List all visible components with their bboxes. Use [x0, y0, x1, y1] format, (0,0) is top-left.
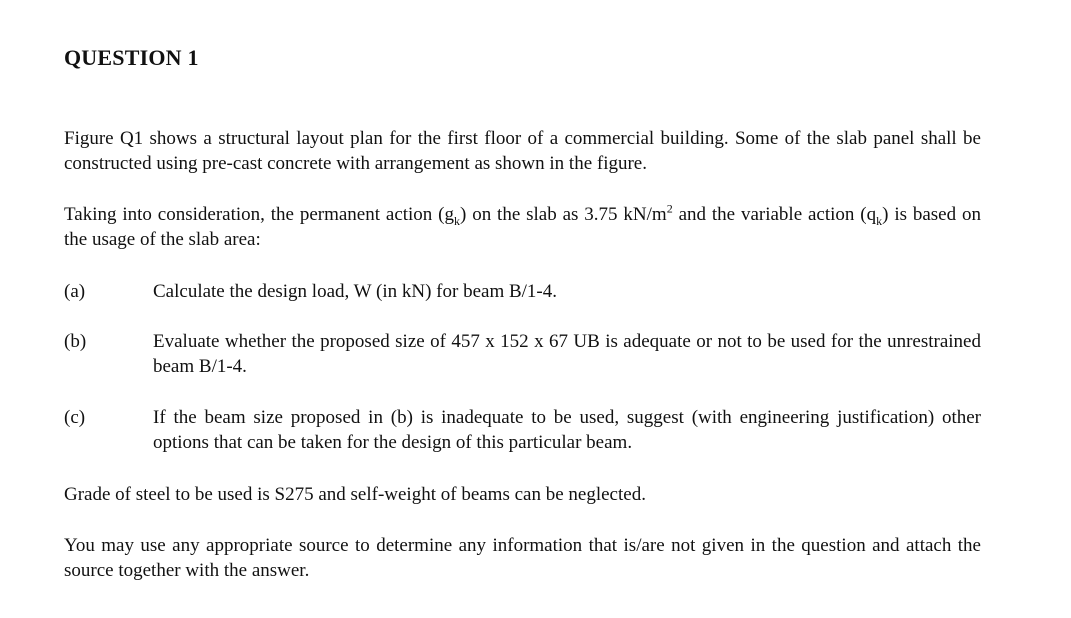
part-a-text: Calculate the design load, W (in kN) for beam B/1-4.	[153, 281, 558, 302]
part-c-text: If the beam size proposed in (b) is inadequate to be used, suggest (with engineering justification) other options that can be taken for the design of this particular beam.	[153, 407, 981, 453]
part-b-label: (b)	[64, 331, 87, 352]
part-a-label: (a)	[64, 281, 86, 302]
actions-text-part3: and the variable action (q	[672, 204, 877, 225]
actions-text-part2: ) on the slab as 3.75 kN/m	[460, 204, 667, 225]
actions-text-part1: Taking into consideration, the permanent action (g	[64, 204, 454, 225]
source-note: You may use any appropriate source to determine any information that is/are not given in the question and attach the source together with the answer.	[64, 535, 981, 581]
question-title: QUESTION 1	[64, 45, 199, 70]
intro-paragraph: Figure Q1 shows a structural layout plan for the first floor of a commercial building. Some of the slab panel shall be constructed using pre-cast concrete with arrangement as shown in the figure.	[64, 128, 981, 174]
actions-paragraph	[64, 202, 981, 252]
unit-superscript: 2	[666, 201, 673, 216]
actions-text-part4: ) is based on the usage of the slab area:	[64, 204, 981, 250]
qk-subscript: k	[876, 213, 883, 228]
part-c-label: (c)	[64, 407, 86, 428]
steel-grade-note: Grade of steel to be used is S275 and self-weight of beams can be neglected.	[64, 484, 646, 505]
gk-subscript: k	[454, 213, 460, 228]
part-b-text: Evaluate whether the proposed size of 457 x 152 x 67 UB is adequate or not to be used for the unrestrained beam B/1-4.	[153, 331, 981, 377]
